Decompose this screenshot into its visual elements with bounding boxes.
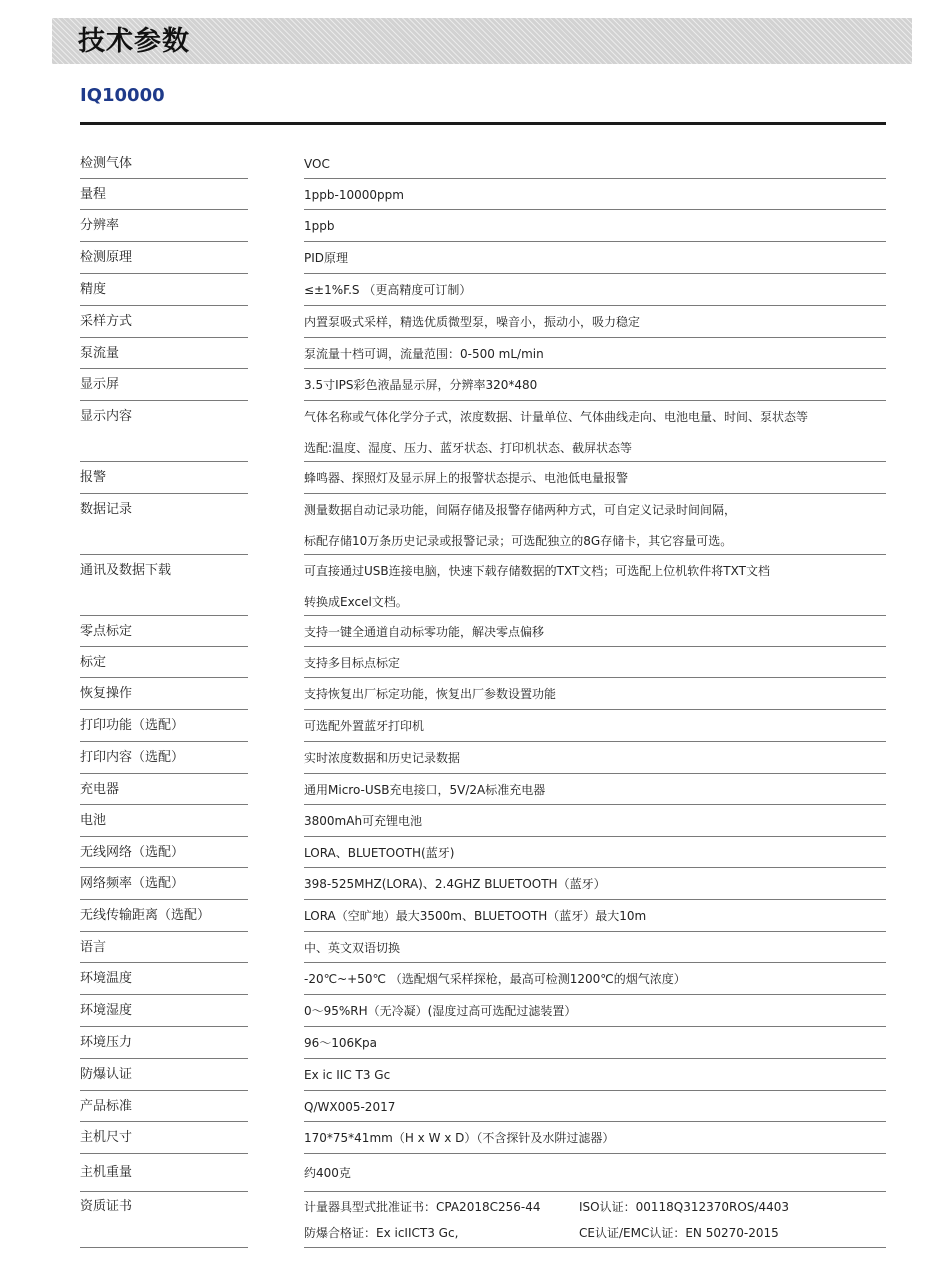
spec-value xyxy=(304,616,886,647)
spec-label: 电池 xyxy=(80,805,248,837)
spec-label: 主机尺寸 xyxy=(80,1122,248,1154)
spec-row xyxy=(80,401,886,462)
spec-value xyxy=(304,1027,886,1059)
spec-value xyxy=(304,369,886,401)
spec-value-line: 通用Micro-USB充电接口，5V/2A标准充电器 xyxy=(304,783,546,797)
spec-row xyxy=(80,710,886,742)
spec-label: 充电器 xyxy=(80,774,248,805)
spec-value xyxy=(304,401,886,462)
spec-value xyxy=(304,742,886,774)
spec-row-weight xyxy=(80,1154,886,1192)
model-name: IQ10000 xyxy=(80,85,165,106)
spec-value-line: 标配存储10万条历史记录或报警记录；可选配独立的8G存储卡，其它容量可选。 xyxy=(304,534,733,548)
spec-value-line: 选配:温度、湿度、压力、蓝牙状态、打印机状态、截屏状态等 xyxy=(304,441,633,455)
spec-value-line: LORA、BLUETOOTH(蓝牙) xyxy=(304,846,455,860)
spec-row xyxy=(80,462,886,494)
spec-value xyxy=(304,555,886,616)
spec-label: 资质证书 xyxy=(80,1192,248,1248)
spec-row xyxy=(80,932,886,963)
spec-label: 检测气体 xyxy=(80,148,248,179)
spec-value xyxy=(304,210,886,242)
spec-row xyxy=(80,774,886,805)
spec-value xyxy=(304,179,886,210)
cert-line xyxy=(304,1223,886,1243)
spec-value xyxy=(304,148,886,179)
spec-label: 泵流量 xyxy=(80,338,248,369)
spec-label: 网络频率（选配） xyxy=(80,868,248,900)
spec-value xyxy=(304,963,886,995)
spec-row xyxy=(80,494,886,555)
spec-value xyxy=(304,995,886,1027)
spec-row xyxy=(80,555,886,616)
spec-label: 打印功能（选配） xyxy=(80,710,248,742)
explosion-proof-cert: 防爆合格证：Ex icIICT3 Gc, xyxy=(304,1226,459,1240)
spec-label: 显示屏 xyxy=(80,369,248,401)
spec-value-line: VOC xyxy=(304,157,330,171)
spec-value-line: 内置泵吸式采样，精选优质微型泵，噪音小，振动小，吸力稳定 xyxy=(304,315,641,329)
spec-row xyxy=(80,274,886,306)
spec-row xyxy=(80,1122,886,1154)
spec-value xyxy=(304,1059,886,1091)
spec-value-line: 0～95%RH（无冷凝）(湿度过高可选配过滤装置） xyxy=(304,1004,577,1018)
spec-value xyxy=(304,274,886,306)
spec-label: 量程 xyxy=(80,179,248,210)
spec-value xyxy=(304,805,886,837)
spec-value-line: 可选配外置蓝牙打印机 xyxy=(304,719,425,733)
spec-row xyxy=(80,616,886,647)
spec-row xyxy=(80,1059,886,1091)
spec-label: 产品标准 xyxy=(80,1091,248,1122)
spec-value xyxy=(304,647,886,678)
spec-value-line: 1ppb-10000ppm xyxy=(304,188,404,202)
spec-value-line: 3.5寸IPS彩色液晶显示屏，分辨率320*480 xyxy=(304,378,538,392)
page-title: 技术参数 xyxy=(78,26,190,57)
spec-row xyxy=(80,179,886,210)
spec-value xyxy=(304,338,886,369)
spec-value xyxy=(304,242,886,274)
spec-value xyxy=(304,710,886,742)
spec-row xyxy=(80,306,886,338)
title-divider xyxy=(80,122,886,125)
spec-row xyxy=(80,369,886,401)
spec-value xyxy=(304,494,886,555)
spec-label: 环境压力 xyxy=(80,1027,248,1059)
spec-row xyxy=(80,837,886,868)
pattern-approval-cert: 计量器具型式批准证书：CPA2018C256-44 xyxy=(304,1200,541,1214)
spec-row xyxy=(80,148,886,179)
spec-label: 零点标定 xyxy=(80,616,248,647)
spec-value-line: 398-525MHZ(LORA)、2.4GHZ BLUETOOTH（蓝牙） xyxy=(304,877,606,891)
spec-value-line: 支持恢复出厂标定功能，恢复出厂参数设置功能 xyxy=(304,687,557,701)
spec-value-line: Q/WX005-2017 xyxy=(304,1100,396,1114)
spec-value-line: 96～106Kpa xyxy=(304,1036,378,1050)
iso-cert: ISO认证：00118Q312370ROS/4403 xyxy=(579,1200,790,1214)
spec-label: 恢复操作 xyxy=(80,678,248,710)
spec-value-line: 气体名称或气体化学分子式，浓度数据、计量单位、气体曲线走向、电池电量、时间、泵状态等 xyxy=(304,410,809,424)
spec-value xyxy=(304,1091,886,1122)
spec-value xyxy=(304,1122,886,1154)
spec-label: 报警 xyxy=(80,462,248,494)
spec-value-line: 泵流量十档可调，流量范围：0-500 mL/min xyxy=(304,347,544,361)
spec-value-line: 170*75*41mm（H x W x D）（不含探针及水阱过滤器） xyxy=(304,1131,615,1145)
spec-value-line: 1ppb xyxy=(304,219,335,233)
spec-label: 无线网络（选配） xyxy=(80,837,248,868)
spec-value-line: ≤±1%F.S （更高精度可订制） xyxy=(304,283,472,297)
spec-row xyxy=(80,805,886,837)
spec-value-line: LORA（空旷地）最大3500m、BLUETOOTH（蓝牙）最大10m xyxy=(304,909,647,923)
spec-row xyxy=(80,742,886,774)
spec-value-line: 蜂鸣器、探照灯及显示屏上的报警状态提示、电池低电量报警 xyxy=(304,471,629,485)
spec-value xyxy=(304,462,886,494)
spec-label: 语言 xyxy=(80,932,248,963)
spec-label: 数据记录 xyxy=(80,494,248,555)
spec-row xyxy=(80,868,886,900)
spec-value xyxy=(304,678,886,710)
spec-value xyxy=(304,900,886,932)
spec-value xyxy=(304,306,886,338)
spec-label: 打印内容（选配） xyxy=(80,742,248,774)
spec-value: 约400克 xyxy=(304,1154,886,1192)
spec-row xyxy=(80,647,886,678)
spec-value xyxy=(304,837,886,868)
spec-label: 分辨率 xyxy=(80,210,248,242)
spec-label: 防爆认证 xyxy=(80,1059,248,1091)
spec-value-line: 实时浓度数据和历史记录数据 xyxy=(304,751,461,765)
spec-label: 无线传输距离（选配） xyxy=(80,900,248,932)
spec-label: 显示内容 xyxy=(80,401,248,462)
spec-value xyxy=(304,868,886,900)
cert-block xyxy=(304,1192,886,1248)
spec-value-line: 支持多目标点标定 xyxy=(304,656,401,670)
spec-row xyxy=(80,678,886,710)
spec-row-certs xyxy=(80,1192,886,1248)
spec-row xyxy=(80,995,886,1027)
spec-row xyxy=(80,242,886,274)
spec-label: 环境湿度 xyxy=(80,995,248,1027)
spec-value-line: 支持一键全通道自动标零功能，解决零点偏移 xyxy=(304,625,545,639)
spec-row xyxy=(80,963,886,995)
spec-label: 精度 xyxy=(80,274,248,306)
spec-value-line: 3800mAh可充锂电池 xyxy=(304,814,423,828)
spec-row xyxy=(80,900,886,932)
spec-value-line: 测量数据自动记录功能，间隔存储及报警存储两种方式，可自定义记录时间间隔， xyxy=(304,503,737,517)
spec-table xyxy=(80,148,886,1248)
cert-line xyxy=(304,1197,886,1217)
spec-value-line: 可直接通过USB连接电脑，快速下载存储数据的TXT文档；可选配上位机软件将TXT文档 xyxy=(304,564,770,578)
ce-emc-cert: CE认证/EMC认证：EN 50270-2015 xyxy=(579,1226,779,1240)
spec-label: 主机重量 xyxy=(80,1154,248,1192)
spec-label: 环境温度 xyxy=(80,963,248,995)
spec-row xyxy=(80,210,886,242)
spec-value-line: PID原理 xyxy=(304,251,349,265)
spec-label: 采样方式 xyxy=(80,306,248,338)
spec-row xyxy=(80,1091,886,1122)
spec-value-line: -20℃~+50℃ （选配烟气采样探枪，最高可检测1200℃的烟气浓度） xyxy=(304,972,686,986)
spec-value xyxy=(304,774,886,805)
spec-label: 标定 xyxy=(80,647,248,678)
spec-row xyxy=(80,1027,886,1059)
spec-value-line: Ex ic IIC T3 Gc xyxy=(304,1068,391,1082)
spec-label: 检测原理 xyxy=(80,242,248,274)
spec-label: 通讯及数据下载 xyxy=(80,555,248,616)
spec-value-line: 中、英文双语切换 xyxy=(304,941,401,955)
spec-value-line: 转换成Excel文档。 xyxy=(304,595,408,609)
spec-row xyxy=(80,338,886,369)
spec-value xyxy=(304,932,886,963)
